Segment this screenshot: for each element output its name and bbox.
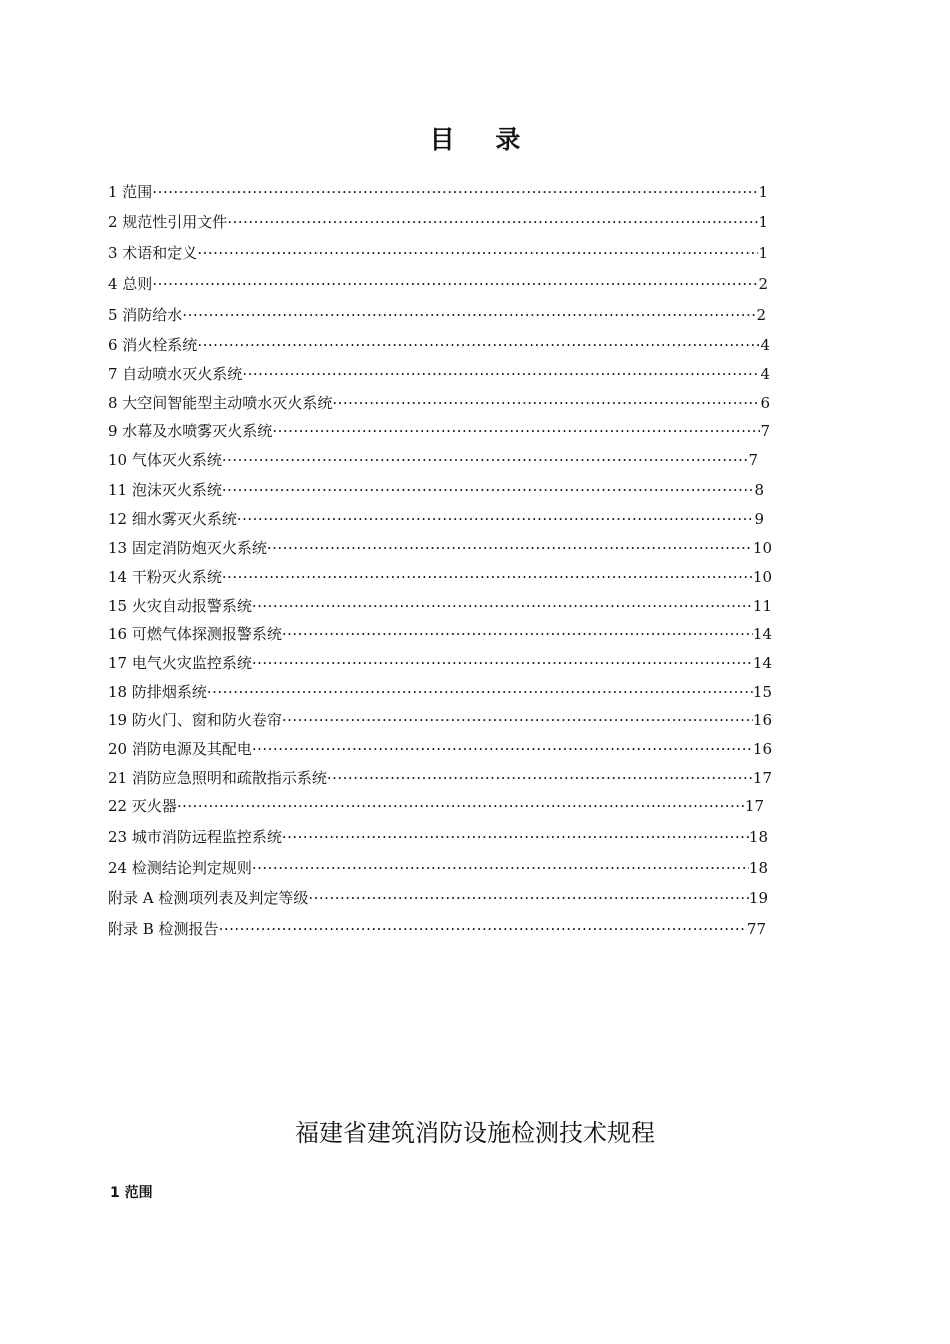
toc-entry-label: 15 火灾自动报警系统 — [108, 597, 252, 615]
toc-entry[interactable] — [108, 363, 770, 385]
toc-title: 目 录 — [429, 125, 537, 154]
toc-entry-page: 8 — [754, 481, 764, 499]
toc-dot-leader — [197, 242, 758, 264]
toc-entry[interactable] — [108, 738, 772, 760]
toc-dot-leader — [152, 181, 758, 203]
toc-dot-leader — [267, 537, 753, 559]
toc-entry-label: 附录 A 检测项列表及判定等级 — [108, 889, 309, 907]
toc-entry-page: 7 — [760, 422, 770, 440]
toc-entry-label: 13 固定消防炮灭火系统 — [108, 539, 267, 557]
toc-entry-page: 1 — [758, 244, 768, 262]
toc-entry-label: 5 消防给水 — [108, 306, 183, 324]
toc-entry-page: 16 — [752, 711, 772, 729]
toc-entry-page: 1 — [758, 183, 768, 201]
toc-entry-page: 7 — [748, 451, 758, 469]
toc-entry[interactable] — [108, 652, 772, 674]
toc-entry-page: 15 — [752, 683, 772, 701]
toc-dot-leader — [222, 479, 755, 501]
toc-entry-label: 3 术语和定义 — [108, 244, 198, 262]
toc-entry[interactable] — [108, 334, 770, 356]
toc-entry-page: 77 — [746, 920, 766, 938]
toc-entry-label: 19 防火门、窗和防火卷帘 — [108, 711, 282, 729]
toc-entry[interactable] — [108, 795, 764, 817]
toc-entry[interactable] — [108, 479, 764, 501]
toc-dot-leader — [182, 304, 756, 326]
toc-entry-page: 10 — [752, 539, 772, 557]
toc-dot-leader — [222, 449, 749, 471]
toc-entry-page: 16 — [752, 740, 772, 758]
toc-dot-leader — [282, 826, 749, 848]
toc-entry-page: 19 — [748, 889, 768, 907]
toc-entry-label: 1 范围 — [108, 183, 153, 201]
toc-dot-leader — [242, 363, 760, 385]
toc-entry-page: 6 — [760, 394, 770, 412]
toc-entry[interactable] — [108, 566, 772, 588]
toc-entry[interactable] — [108, 273, 768, 295]
toc-entry-page: 18 — [748, 859, 768, 877]
toc-entry-page: 17 — [744, 797, 764, 815]
toc-entry-label: 14 干粉灭火系统 — [108, 568, 222, 586]
toc-entry[interactable] — [108, 508, 764, 530]
toc-dot-leader — [272, 420, 760, 442]
toc-entry-page: 17 — [752, 769, 772, 787]
toc-entry-page: 10 — [752, 568, 772, 586]
toc-entry[interactable] — [108, 709, 772, 731]
toc-entry-label: 12 细水雾灭火系统 — [108, 510, 237, 528]
toc-entry[interactable] — [108, 304, 766, 326]
toc-dot-leader — [332, 392, 760, 414]
toc-entry[interactable] — [108, 242, 768, 264]
toc-entry-label: 8 大空间智能型主动喷水灭火系统 — [108, 394, 333, 412]
toc-entry[interactable] — [108, 449, 758, 471]
toc-entry-page: 11 — [752, 597, 772, 615]
toc-entry-page: 2 — [756, 306, 766, 324]
toc-entry-label: 24 检测结论判定规则 — [108, 859, 252, 877]
toc-entry-label: 7 自动喷水灭火系统 — [108, 365, 243, 383]
toc-entry[interactable] — [108, 623, 772, 645]
toc-entry[interactable] — [108, 537, 772, 559]
toc-entry-label: 23 城市消防远程监控系统 — [108, 828, 282, 846]
toc-entry-label: 2 规范性引用文件 — [108, 213, 228, 231]
toc-entry-label: 6 消火栓系统 — [108, 336, 198, 354]
toc-entry-label: 21 消防应急照明和疏散指示系统 — [108, 769, 327, 787]
toc-dot-leader — [219, 918, 747, 940]
toc-dot-leader — [252, 595, 753, 617]
toc-entry-label: 11 泡沫灭火系统 — [108, 481, 222, 499]
toc-dot-leader — [227, 211, 758, 233]
toc-entry[interactable] — [108, 857, 768, 879]
toc-entry[interactable] — [108, 681, 772, 703]
toc-entry-page: 4 — [760, 365, 770, 383]
toc-dot-leader — [177, 795, 745, 817]
toc-entry-page: 14 — [752, 654, 772, 672]
toc-dot-leader — [282, 709, 753, 731]
toc-dot-leader — [207, 681, 753, 703]
toc-entry-label: 20 消防电源及其配电 — [108, 740, 252, 758]
toc-entry-page: 18 — [748, 828, 768, 846]
toc-entry[interactable] — [108, 826, 768, 848]
toc-entry-label: 9 水幕及水喷雾灭火系统 — [108, 422, 273, 440]
toc-dot-leader — [237, 508, 755, 530]
toc-entry-page: 9 — [754, 510, 764, 528]
toc-entry-label: 4 总则 — [108, 275, 153, 293]
toc-entry[interactable] — [108, 211, 768, 233]
toc-entry-page: 4 — [760, 336, 770, 354]
toc-entry-page: 2 — [758, 275, 768, 293]
toc-entry[interactable] — [108, 392, 770, 414]
toc-entry-page: 1 — [758, 213, 768, 231]
toc-entry-page: 14 — [752, 625, 772, 643]
toc-dot-leader — [252, 652, 753, 674]
toc-entry-label: 附录 B 检测报告 — [108, 920, 219, 938]
toc-entry[interactable] — [108, 767, 772, 789]
toc-dot-leader — [327, 767, 753, 789]
toc-entry[interactable] — [108, 181, 768, 203]
toc-entry-label: 17 电气火灾监控系统 — [108, 654, 252, 672]
document-title: 福建省建筑消防设施检测技术规程 — [295, 1119, 655, 1147]
toc-dot-leader — [252, 857, 749, 879]
toc-dot-leader — [308, 887, 749, 909]
toc-entry[interactable] — [108, 420, 770, 442]
toc-dot-leader — [252, 738, 753, 760]
toc-entry[interactable] — [108, 887, 768, 909]
toc-dot-leader — [222, 566, 753, 588]
toc-dot-leader — [282, 623, 753, 645]
toc-dot-leader — [197, 334, 760, 356]
toc-entry-label: 22 灭火器 — [108, 797, 177, 815]
section-heading: 1 范围 — [110, 1185, 153, 1201]
toc-entry-label: 16 可燃气体探测报警系统 — [108, 625, 282, 643]
toc-entry[interactable] — [108, 595, 772, 617]
toc-entry-label: 18 防排烟系统 — [108, 683, 207, 701]
toc-entry[interactable] — [108, 918, 766, 940]
toc-entry-label: 10 气体灭火系统 — [108, 451, 222, 469]
toc-dot-leader — [152, 273, 758, 295]
